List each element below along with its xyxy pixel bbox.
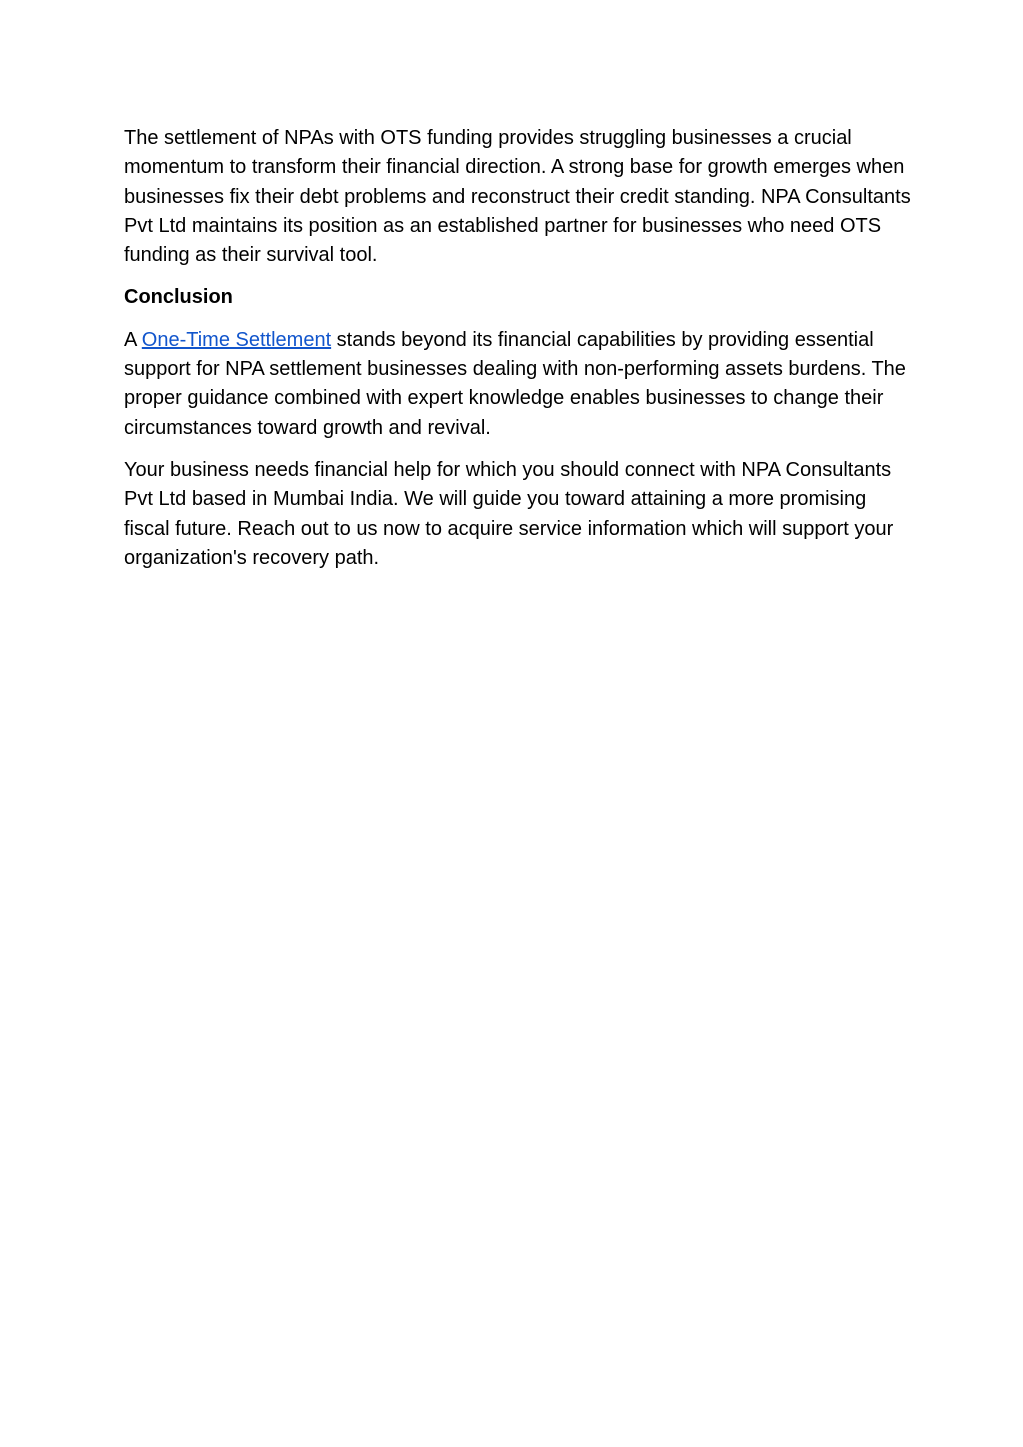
conclusion-prefix: A: [124, 328, 142, 351]
conclusion-paragraph: [124, 326, 914, 443]
intro-paragraph: The settlement of NPAs with OTS funding provides struggling businesses a crucial momentum to transform their financial direction. A strong base for growth emerges when businesses fix their debt problems and reconstruct their credit standing. NPA Consultants Pvt Ltd maintains its position as an established partner for businesses who need OTS funding as their survival tool.: [124, 127, 911, 267]
conclusion-heading: Conclusion: [124, 286, 233, 309]
document-page: [124, 124, 914, 586]
conclusion-suffix: stands beyond its financial capabilities by providing essential support for NPA settlement businesses dealing with non-performing assets burdens. The proper guidance combined with expert knowledge enables businesses to change their circumstances toward growth and revival.: [124, 328, 906, 439]
contact-paragraph: Your business needs financial help for which you should connect with NPA Consultants Pvt Ltd based in Mumbai India. We will guide you toward attaining a more promising fiscal future. Reach out to us now to acquire service information which will support your organization's recovery path.: [124, 458, 894, 569]
one-time-settlement-link[interactable]: One-Time Settlement: [141, 328, 332, 351]
